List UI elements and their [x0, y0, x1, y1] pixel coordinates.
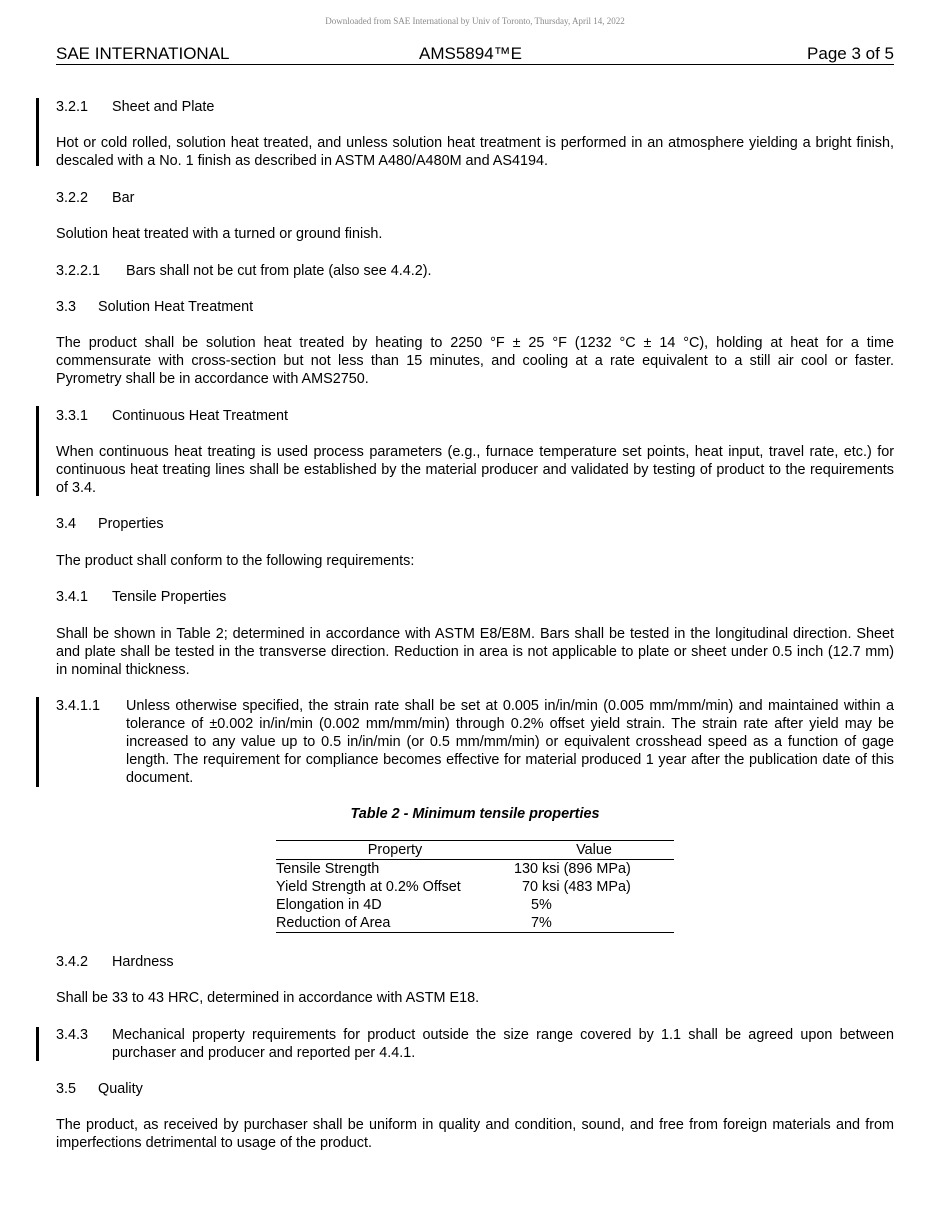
table-cell: Reduction of Area [276, 915, 391, 931]
section-number: 3.3.1 [56, 408, 89, 424]
section-heading [56, 953, 894, 971]
page-header [56, 44, 894, 65]
section-heading [56, 1080, 894, 1098]
section-number: 3.2.2 [56, 190, 89, 206]
numbered-paragraph [56, 262, 894, 280]
section-number: 3.4.3 [56, 1027, 89, 1043]
change-bar [36, 98, 39, 166]
paragraph: Solution heat treated with a turned or ground finish. [56, 226, 383, 242]
table-cell: 7% [531, 915, 552, 931]
section-title: Sheet and Plate [112, 99, 215, 115]
section-title: Hardness [112, 954, 174, 970]
paragraph: Shall be shown in Table 2; determined in accordance with ASTM E8/E8M. Bars shall be tested in the longitudinal direction. Sheet and plate shall be tested in the transverse direction. Reduction in area is not applicable to plate or sheet under 0.5 inch (12.7 mm) in nominal thickness. [56, 626, 894, 678]
header-org: SAE INTERNATIONAL [56, 44, 230, 63]
header-page-number: Page 3 of 5 [807, 44, 894, 63]
table-cell: 70 ksi (483 MPa) [522, 879, 631, 895]
section-heading [56, 298, 894, 316]
section-title: Solution Heat Treatment [98, 299, 254, 315]
table-cell: 130 ksi (896 MPa) [514, 861, 631, 877]
table-cell: Yield Strength at 0.2% Offset [276, 879, 461, 895]
section-number: 3.2.1 [56, 99, 89, 115]
paragraph: Hot or cold rolled, solution heat treated, and unless solution heat treatment is performed in an atmosphere yielding a bright finish, descaled with a No. 1 finish as described in ASTM A480/A480M and AS4194. [56, 135, 894, 169]
download-watermark: Downloaded from SAE International by Univ of Toronto, Thursday, April 14, 2022 [325, 16, 625, 26]
paragraph: The product, as received by purchaser shall be uniform in quality and condition, sound, and free from foreign materials and from imperfections detrimental to usage of the product. [56, 1117, 894, 1151]
paragraph: The product shall conform to the following requirements: [56, 553, 415, 569]
table-row [276, 914, 674, 933]
table-header-cell: Value [576, 842, 612, 858]
section-title: Continuous Heat Treatment [112, 408, 288, 424]
section-title: Properties [98, 516, 164, 532]
section-number: 3.3 [56, 299, 77, 315]
section-heading [56, 407, 894, 425]
table-cell: Tensile Strength [276, 861, 380, 877]
section-number: 3.4.1.1 [56, 698, 101, 714]
table-row [276, 896, 674, 914]
change-bar [36, 406, 39, 496]
numbered-paragraph [56, 697, 894, 787]
section-heading [56, 189, 894, 207]
table-header-cell: Property [367, 842, 423, 858]
section-heading [56, 515, 894, 533]
paragraph: The product shall be solution heat treated by heating to 2250 °F ± 25 °F (1232 °C ± 14 °C), holding at heat for a time commensurate with cross-section but not less than 15 minutes, and cooling at a rate equivalent to a still air cool or faster. Pyrometry shall be in accordance with AMS2750. [56, 335, 894, 387]
section-heading [56, 588, 894, 606]
paragraph-text: Bars shall not be cut from plate (also see 4.4.2). [126, 263, 432, 279]
tensile-properties-table [276, 840, 674, 933]
section-number: 3.5 [56, 1081, 77, 1097]
section-title: Quality [98, 1081, 143, 1097]
table-row [276, 860, 674, 878]
section-number: 3.2.2.1 [56, 263, 101, 279]
section-number: 3.4 [56, 516, 77, 532]
paragraph: When continuous heat treating is used process parameters (e.g., furnace temperature set points, heat input, travel rate, etc.) for continuous heat treating lines shall be established by the material producer and validated by testing of product to the requirements of 3.4. [56, 444, 894, 496]
paragraph-text: Mechanical property requirements for product outside the size range covered by 1.1 shall be agreed upon between purchaser and producer and reported per 4.4.1. [112, 1027, 894, 1061]
section-title: Tensile Properties [112, 589, 227, 605]
numbered-paragraph [56, 1026, 894, 1062]
section-title: Bar [112, 190, 135, 206]
change-bar [36, 697, 39, 787]
section-number: 3.4.2 [56, 954, 89, 970]
paragraph-text: Unless otherwise specified, the strain rate shall be set at 0.005 in/in/min (0.005 mm/mm/min) and maintained within a tolerance of ±0.002 in/in/min (0.002 mm/mm/min) through 0.2% offset yield strain. The strain rate after yield may be increased to any value up to 0.5 in/in/min (or 0.5 mm/mm/min) or equivalent crosshead speed as a function of gage length. The requirement for compliance becomes effective for material produced 1 year after the publication date of this document. [126, 698, 894, 786]
table-cell: Elongation in 4D [276, 897, 382, 913]
table-caption: Table 2 - Minimum tensile properties [350, 806, 600, 822]
table-cell: 5% [531, 897, 552, 913]
paragraph: Shall be 33 to 43 HRC, determined in accordance with ASTM E18. [56, 990, 480, 1006]
table-header-row [276, 840, 674, 860]
section-number: 3.4.1 [56, 589, 89, 605]
header-doc-id: AMS5894™E [419, 44, 522, 63]
change-bar [36, 1027, 39, 1061]
table-row [276, 878, 674, 896]
section-heading [56, 98, 894, 116]
